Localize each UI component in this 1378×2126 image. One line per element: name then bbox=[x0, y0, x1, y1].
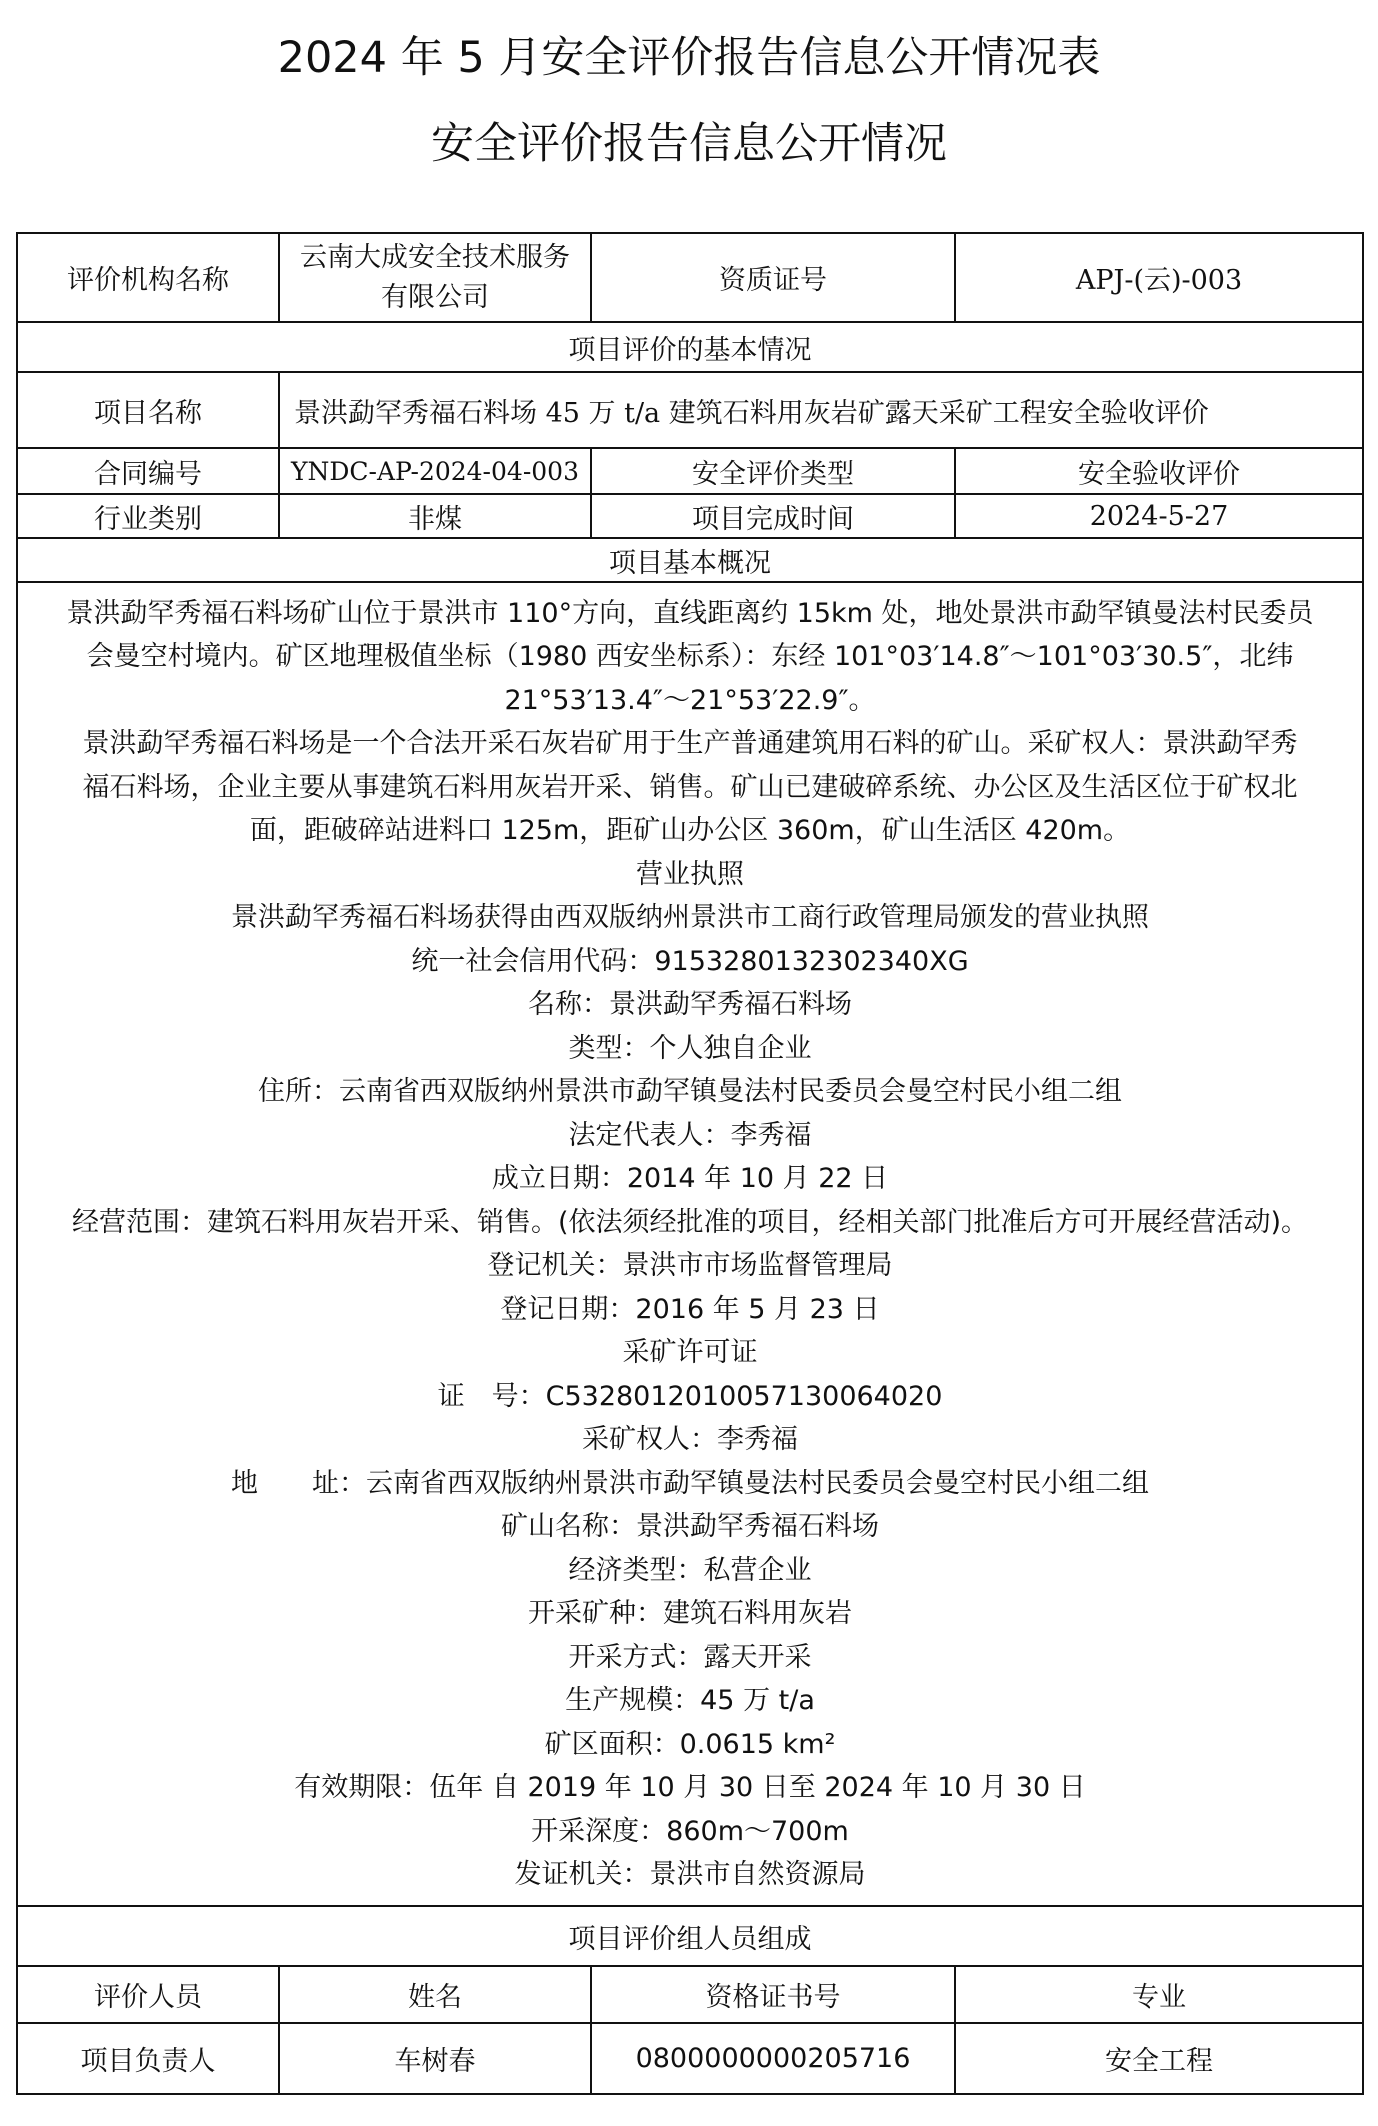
team-col-role: 评价人员 bbox=[17, 1966, 279, 2023]
overview-line: 地 址：云南省西双版纳州景洪市勐罕镇曼法村民委员会曼空村民小组二组 bbox=[231, 1467, 1149, 1499]
team-cert-cell: 0800000000205716 bbox=[591, 2023, 955, 2094]
project-name-row bbox=[17, 372, 1363, 448]
overview-line: 法定代表人：李秀福 bbox=[568, 1119, 812, 1151]
industry-value: 非煤 bbox=[279, 494, 591, 538]
basic-info-header: 项目评价的基本情况 bbox=[17, 322, 1363, 372]
team-row bbox=[17, 2023, 1363, 2094]
industry-label: 行业类别 bbox=[17, 494, 279, 538]
org-name-value: 云南大成安全技术服务有限公司 bbox=[279, 233, 591, 322]
overview-line: 住所：云南省西双版纳州景洪市勐罕镇曼法村民委员会曼空村民小组二组 bbox=[258, 1076, 1122, 1107]
overview-line: 福石料场，企业主要从事建筑石料用灰岩开采、销售。矿山已建破碎系统、办公区及生活区位于矿权北 bbox=[82, 771, 1298, 803]
overview-header: 项目基本概况 bbox=[17, 538, 1363, 582]
team-name-cell: 车树春 bbox=[279, 2023, 591, 2094]
overview-line: 矿山名称：景洪勐罕秀福石料场 bbox=[501, 1511, 879, 1542]
overview-line: 景洪勐罕秀福石料场矿山位于景洪市 110°方向，直线距离约 15km 处，地处景洪市勐罕镇曼法村民委员 bbox=[66, 597, 1314, 629]
overview-line: 名称：景洪勐罕秀福石料场 bbox=[528, 989, 852, 1020]
team-col-major: 专业 bbox=[955, 1966, 1363, 2023]
overview-line: 采矿权人：李秀福 bbox=[582, 1424, 798, 1455]
overview-line: 有效期限：伍年 自 2019 年 10 月 30 日至 2024 年 10 月 30 日 bbox=[294, 1772, 1086, 1803]
org-row bbox=[17, 233, 1363, 322]
contract-number-label: 合同编号 bbox=[17, 448, 279, 494]
overview-line: 开采方式：露天开采 bbox=[568, 1641, 812, 1673]
overview-line: 统一社会信用代码：9153280132302340XG bbox=[411, 945, 969, 977]
team-role-cell: 项目负责人 bbox=[17, 2023, 279, 2094]
team-column-header-row bbox=[17, 1966, 1363, 2023]
overview-line: 经营范围：建筑石料用灰岩开采、销售。(依法须经批准的项目，经相关部门批准后方可开展经营活动)。 bbox=[71, 1206, 1309, 1238]
overview-line: 面，距破碎站进料口 125m，距矿山办公区 360m，矿山生活区 420m。 bbox=[249, 815, 1131, 846]
overview-line: 登记日期：2016 年 5 月 23 日 bbox=[500, 1293, 880, 1325]
project-name-label: 项目名称 bbox=[17, 372, 279, 448]
disclosure-table bbox=[16, 232, 1364, 2095]
overview-line: 景洪勐罕秀福石料场获得由西双版纳州景洪市工商行政管理局颁发的营业执照 bbox=[231, 902, 1149, 933]
overview-line: 发证机关：景洪市自然资源局 bbox=[514, 1859, 866, 1890]
contract-row bbox=[17, 448, 1363, 494]
team-col-cert: 资格证书号 bbox=[591, 1966, 955, 2023]
overview-line: 证 号：C5328012010057130064020 bbox=[437, 1380, 943, 1412]
industry-row bbox=[17, 494, 1363, 538]
org-name-label: 评价机构名称 bbox=[17, 233, 279, 322]
team-header: 项目评价组人员组成 bbox=[17, 1906, 1363, 1966]
overview-line: 生产规模：45 万 t/a bbox=[565, 1685, 815, 1716]
evaluation-type-label: 安全评价类型 bbox=[591, 448, 955, 494]
team-col-name: 姓名 bbox=[279, 1966, 591, 2023]
overview-line: 开采矿种：建筑石料用灰岩 bbox=[528, 1598, 852, 1629]
overview-body bbox=[17, 582, 1363, 1906]
overview-line: 矿区面积：0.0615 km² bbox=[544, 1728, 836, 1760]
overview-line: 营业执照 bbox=[636, 858, 744, 890]
finish-time-value: 2024-5-27 bbox=[955, 494, 1363, 538]
overview-text bbox=[28, 592, 1352, 1897]
overview-line: 登记机关：景洪市市场监督管理局 bbox=[487, 1250, 893, 1281]
overview-line: 会曼空村境内。矿区地理极值坐标（1980 西安坐标系）：东经 101°03′14.8″～101°03′30.5″，北纬 bbox=[86, 641, 1294, 672]
finish-time-label: 项目完成时间 bbox=[591, 494, 955, 538]
team-major-cell: 安全工程 bbox=[955, 2023, 1363, 2094]
project-name-value: 景洪勐罕秀福石料场 45 万 t/a 建筑石料用灰岩矿露天采矿工程安全验收评价 bbox=[279, 372, 1363, 448]
cert-number-value: APJ-(云)-003 bbox=[955, 233, 1363, 322]
cert-number-label: 资质证号 bbox=[591, 233, 955, 322]
overview-line: 21°53′13.4″～21°53′22.9″。 bbox=[504, 684, 876, 716]
page-title: 2024 年 5 月安全评价报告信息公开情况表 bbox=[277, 33, 1101, 83]
overview-line: 成立日期：2014 年 10 月 22 日 bbox=[491, 1163, 889, 1194]
contract-number-value: YNDC-AP-2024-04-003 bbox=[279, 448, 591, 494]
overview-line: 采矿许可证 bbox=[622, 1337, 758, 1368]
overview-line: 景洪勐罕秀福石料场是一个合法开采石灰岩矿用于生产普通建筑用石料的矿山。采矿权人：景洪勐罕秀 bbox=[82, 728, 1298, 759]
page-subtitle: 安全评价报告信息公开情况 bbox=[431, 119, 947, 169]
overview-line: 开采深度：860m～700m bbox=[531, 1815, 849, 1847]
overview-line: 经济类型：私营企业 bbox=[568, 1554, 812, 1586]
evaluation-type-value: 安全验收评价 bbox=[955, 448, 1363, 494]
overview-line: 类型：个人独自企业 bbox=[568, 1032, 812, 1064]
